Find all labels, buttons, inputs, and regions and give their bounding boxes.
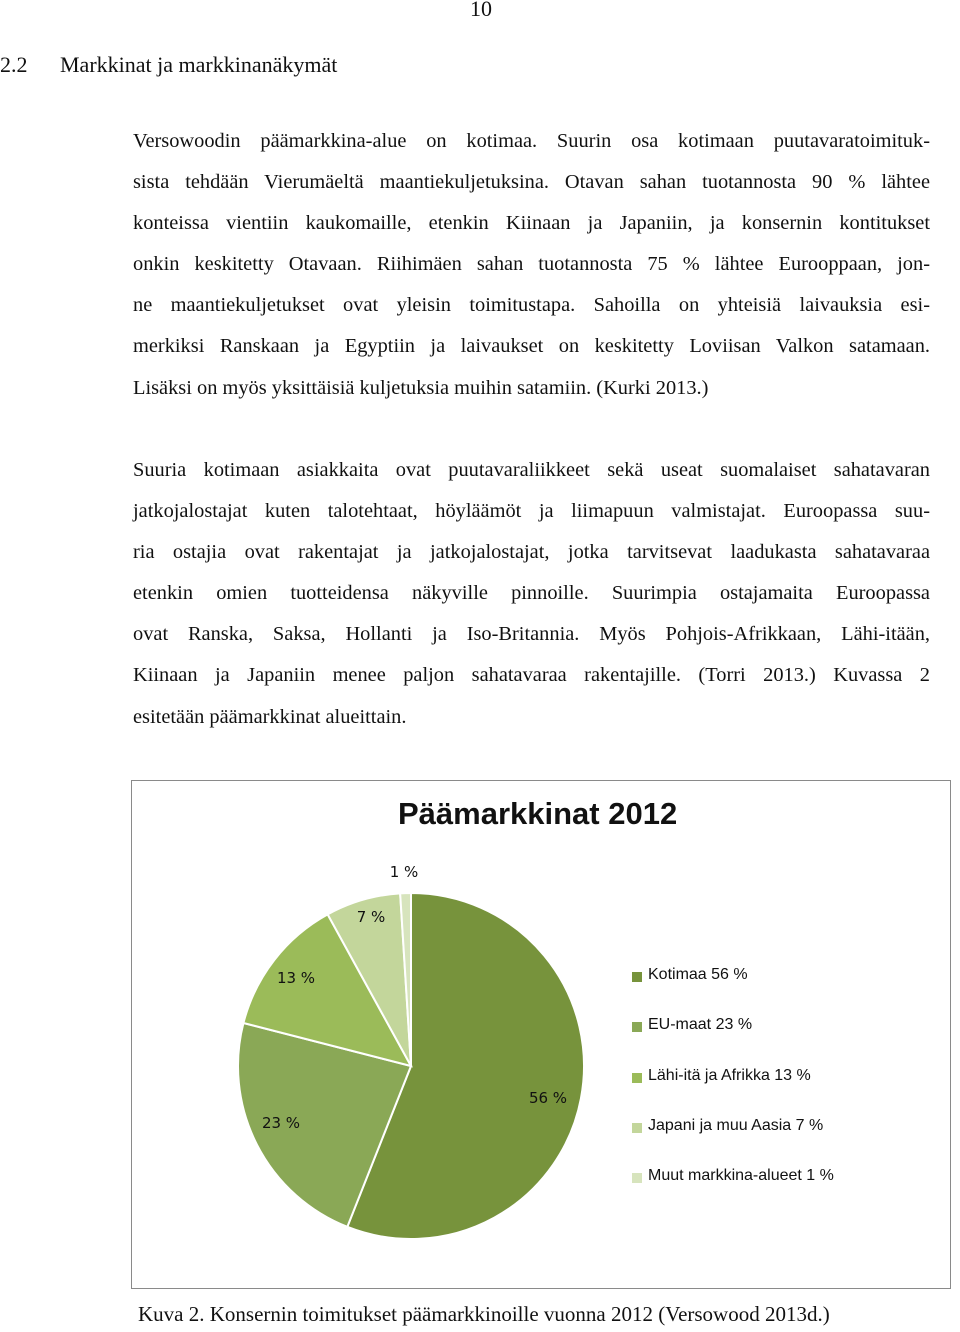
legend-label: Japani ja muu Aasia 7 % [648, 1117, 824, 1134]
legend-label: Kotimaa 56 % [648, 966, 748, 983]
legend-label: Muut markkina-alueet 1 % [648, 1167, 834, 1184]
text-line: Versowoodin päämarkkina-alue on kotimaa. Suurin osa kotimaan puutavaratoimituk- [133, 130, 930, 152]
section-number: 2.2 [0, 52, 28, 77]
text-line: Suuria kotimaan asiakkaita ovat puutavaraliikkeet sekä useat suomalaiset sahatavaran [133, 459, 930, 481]
text-line: ria ostajia ovat rakentajat ja jatkojalostajat, jotka tarvitsevat laadukasta sahatavaraa [133, 541, 930, 564]
text-line: ovat Ranska, Saksa, Hollanti ja Iso-Britannia. Myös Pohjois-Afrikkaan, Lähi-itään, [133, 623, 930, 646]
text-line: etenkin omien tuotteidensa näkyville pinnoille. Suurimpia ostajamaita Euroopassa [133, 582, 930, 605]
figure-caption: Kuva 2. Konsernin toimitukset päämarkkinoille vuonna 2012 (Versowood 2013d.) [138, 1302, 830, 1326]
pie-data-label: 7 % [356, 908, 386, 926]
legend-swatch [632, 1022, 642, 1032]
legend-swatch [632, 1073, 642, 1083]
legend-label: EU-maat 23 % [648, 1016, 753, 1033]
pie-data-label: 56 % [528, 1089, 568, 1107]
pie-data-label: 13 % [276, 969, 316, 987]
page-number: 10 [470, 0, 492, 21]
text-line: merkiksi Ranskaan ja Egyptiin ja laivaukset on keskitetty Loviisan Valkon satamaan. [133, 335, 930, 358]
text-line: Kiinaan ja Japaniin menee paljon sahatavaraa rakentajille. (Torri 2013.) Kuvassa 2 [133, 664, 930, 687]
section-title: Markkinat ja markkinanäkymät [60, 52, 338, 77]
text-line: konteissa vientiin kaukomaille, etenkin Kiinaan ja Japaniin, ja konsernin kontitukset [133, 212, 930, 235]
text-line: Lisäksi on myös yksittäisiä kuljetuksia muihin satamiin. (Kurki 2013.) [133, 376, 709, 399]
pie-data-label: 23 % [261, 1114, 301, 1132]
pie-data-label: 1 % [389, 863, 419, 881]
text-line: ne maantiekuljetukset ovat yleisin toimitustapa. Sahoilla on yhteisiä laivauksia esi- [133, 294, 930, 317]
chart-title: Päämarkkinat 2012 [398, 796, 678, 831]
legend-swatch [632, 972, 642, 982]
legend-label: Lähi-itä ja Afrikka 13 % [648, 1067, 811, 1084]
text-line: onkin keskitetty Otavaan. Riihimäen sahan tuotannosta 75 % lähtee Eurooppaan, jon- [133, 253, 930, 276]
text-line: esitetään päämarkkinat alueittain. [133, 705, 407, 728]
legend-swatch [632, 1123, 642, 1133]
legend-swatch [632, 1173, 642, 1183]
text-line: sista tehdään Vierumäeltä maantiekuljetuksina. Otavan sahan tuotannosta 90 % lähtee [133, 171, 930, 194]
text-line: jatkojalostajat kuten talotehtaat, höyläämöt ja liimapuun valmistajat. Euroopassa suu- [133, 500, 930, 523]
